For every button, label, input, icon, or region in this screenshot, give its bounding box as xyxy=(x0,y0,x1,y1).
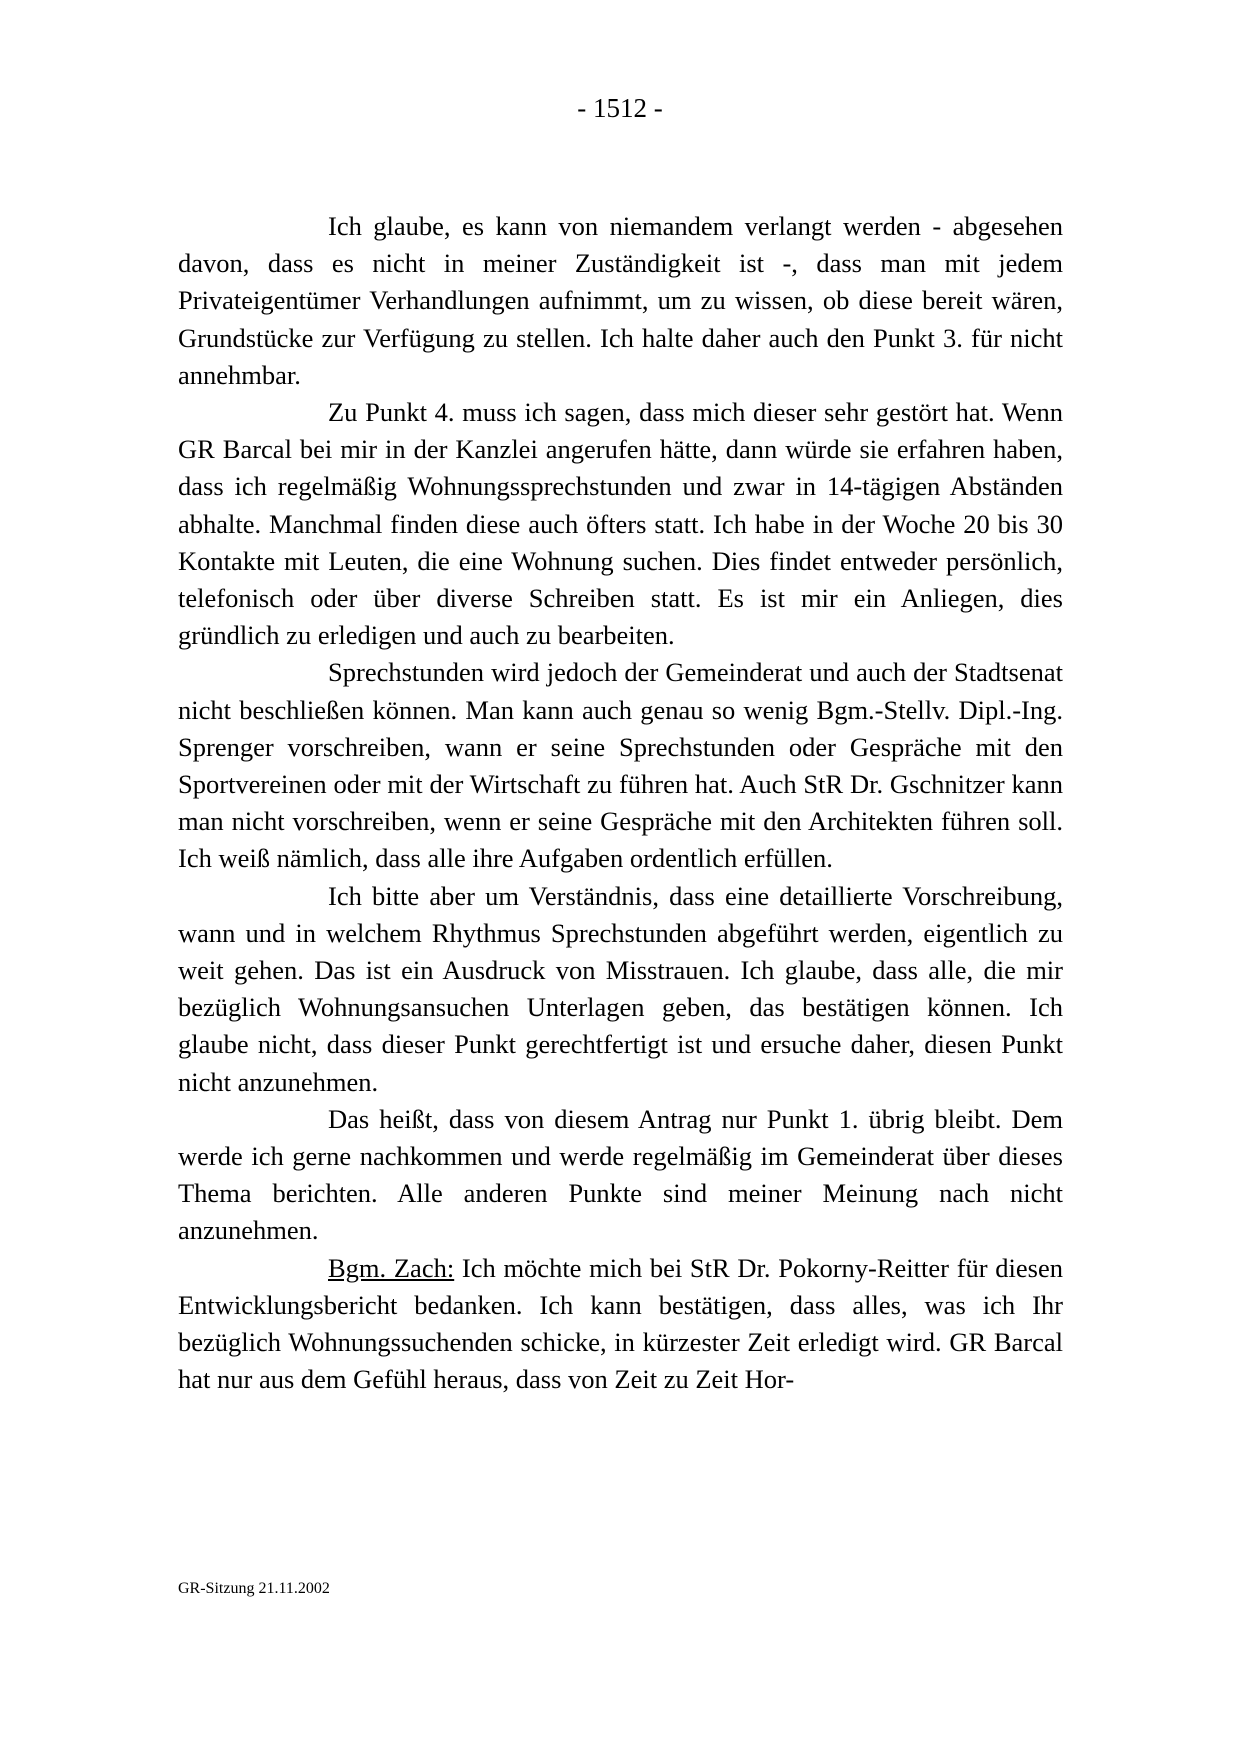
speaker-statement: Ich möchte mich bei StR Dr. Pokorny-Reitter für diesen Entwicklungsbericht bedanken. Ich kann bestätigen, dass alles, was ich Ihr bezüglich Wohnungssuchenden schicke, in kürzester Zeit erledigt wird. GR Barcal hat nur aus dem Gefühl heraus, dass von Zeit zu Zeit Hor- xyxy=(178,1252,1063,1395)
paragraph-3: Sprechstunden wird jedoch der Gemeinderat und auch der Stadtsenat nicht beschließen können. Man kann auch genau so wenig Bgm.-Stellv. Dipl.-Ing. Sprenger vorschreiben, wann er seine Sprechstunden oder Gespräche mit den Sportvereinen oder mit der Wirtschaft zu führen hat. Auch StR Dr. Gschnitzer kann man nicht vorschreiben, wenn er seine Gespräche mit den Architekten führen soll. Ich weiß nämlich, dass alle ihre Aufgaben ordentlich erfüllen. xyxy=(178,657,1063,874)
paragraph-1: Ich glaube, es kann von niemandem verlangt werden - abgesehen davon, dass es nicht in meiner Zuständigkeit ist -, dass man mit jedem Privateigentümer Verhandlungen aufnimmt, um zu wissen, ob diese bereit wären, Grundstücke zur Verfügung zu stellen. Ich halte daher auch den Punkt 3. für nicht annehmbar. xyxy=(178,211,1063,390)
page-number: - 1512 - xyxy=(577,93,663,123)
paragraph-6 xyxy=(178,1250,1063,1399)
paragraph-5: Das heißt, dass von diesem Antrag nur Punkt 1. übrig bleibt. Dem werde ich gerne nachkommen und werde regelmäßig im Gemeinderat über dieses Thema berichten. Alle anderen Punkte sind meiner Meinung nach nicht anzunehmen. xyxy=(178,1103,1063,1246)
footer-session-label: GR-Sitzung 21.11.2002 xyxy=(178,1580,330,1597)
speaker-name: Bgm. Zach: xyxy=(328,1252,455,1283)
paragraph-2: Zu Punkt 4. muss ich sagen, dass mich dieser sehr gestört hat. Wenn GR Barcal bei mir in der Kanzlei angerufen hätte, dann würde sie erfahren haben, dass ich regelmäßig Wohnungssprechstunden und zwar in 14-tägigen Abständen abhalte. Manchmal finden diese auch öfters statt. Ich habe in der Woche 20 bis 30 Kontakte mit Leuten, die eine Wohnung suchen. Dies findet entweder persönlich, telefonisch oder über diverse Schreiben statt. Es ist mir ein Anliegen, dies gründlich zu erledigen und auch zu bearbeiten. xyxy=(178,397,1063,651)
paragraph-4: Ich bitte aber um Verständnis, dass eine detaillierte Vorschreibung, wann und in welchem Rhythmus Sprechstunden abgeführt werden, eigentlich zu weit gehen. Das ist ein Ausdruck von Misstrauen. Ich glaube, dass alle, die mir bezüglich Wohnungsansuchen Unterlagen geben, das bestätigen können. Ich glaube nicht, dass dieser Punkt gerechtfertigt ist und ersuche daher, diesen Punkt nicht anzunehmen. xyxy=(178,880,1063,1097)
document-body xyxy=(178,208,1063,1399)
